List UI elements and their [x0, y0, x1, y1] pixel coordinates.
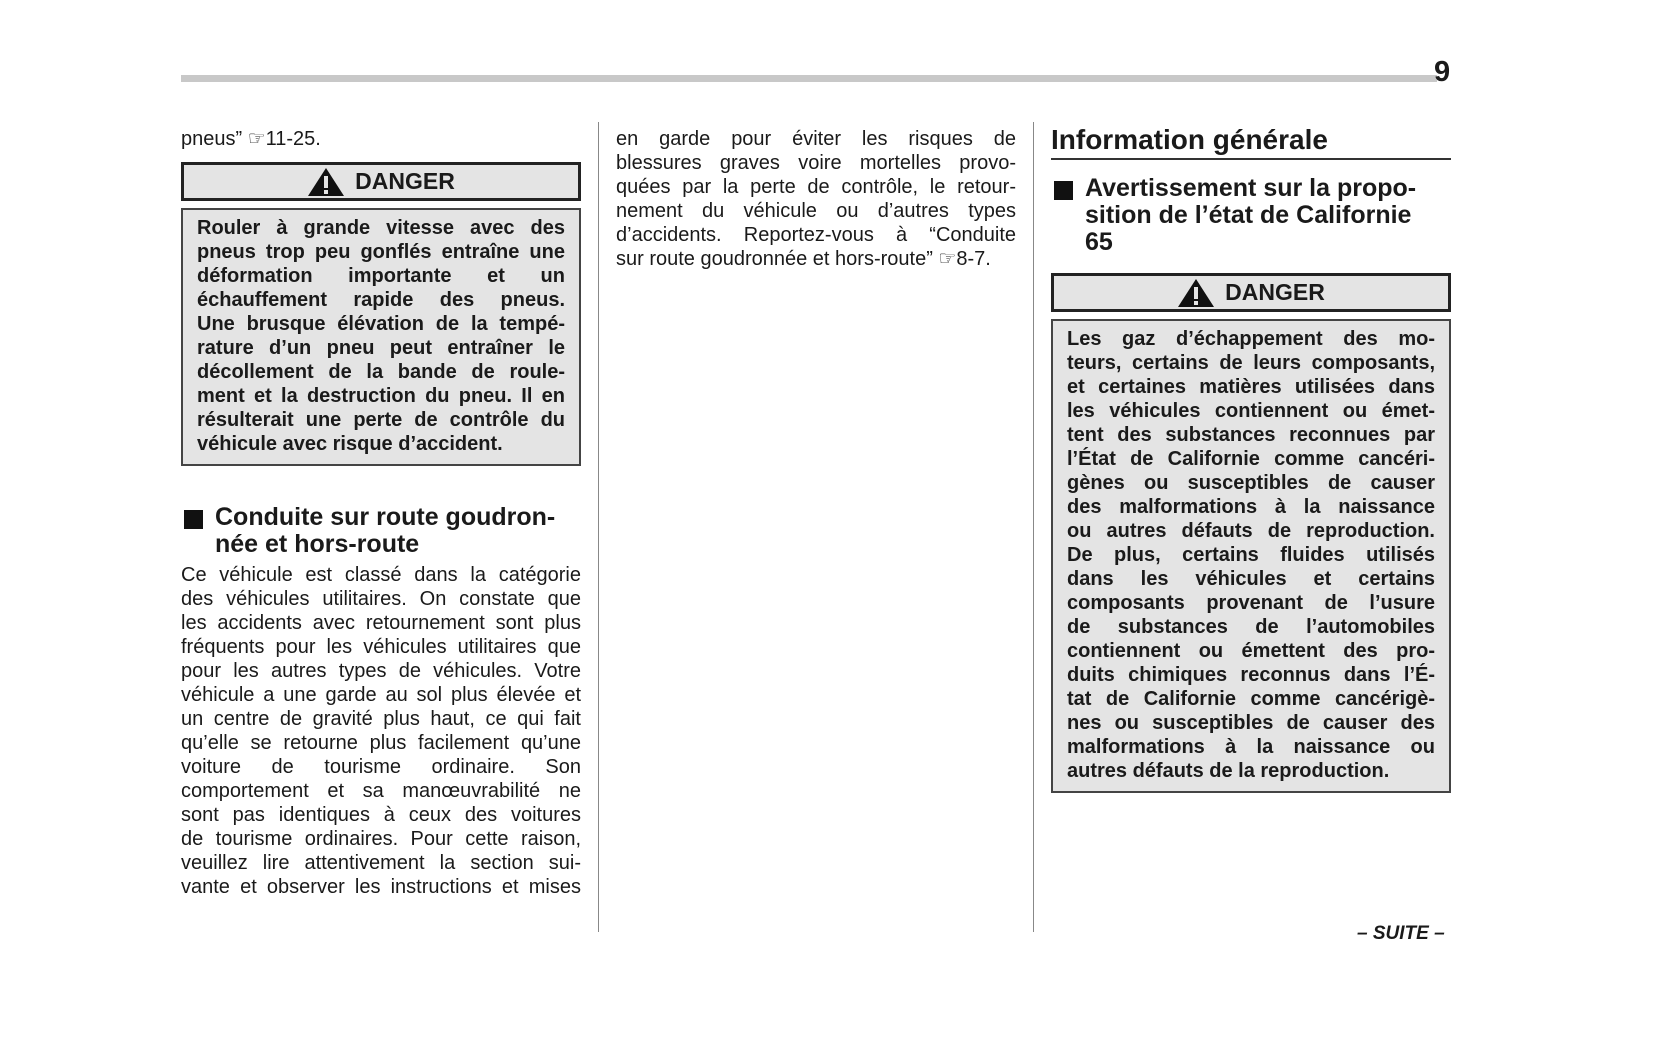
text-line: et certaines matières utilisées dans — [1067, 376, 1435, 398]
text-line: Ce véhicule est classé dans la catégorie — [181, 564, 581, 586]
text-line: nes ou susceptibles de causer des — [1067, 712, 1435, 734]
danger-header — [1051, 273, 1451, 312]
text-line: qu’elle se retourne plus facilement qu’une — [181, 732, 581, 754]
text-line: veuillez lire attentivement la section sui- — [181, 852, 581, 874]
section-heading — [181, 504, 581, 558]
text-line: dans les véhicules et certains — [1067, 568, 1435, 590]
text-line: duits chimiques reconnus dans l’É- — [1067, 664, 1435, 686]
text-line: véhicule a une garde au sol plus élevée et — [181, 684, 581, 706]
text-line: pour les autres types de véhicules. Votre — [181, 660, 581, 682]
text-line: rature d’un pneu peut entraîner le — [197, 337, 565, 359]
text-line: résulterait une perte de contrôle du — [197, 409, 565, 431]
danger-header — [181, 162, 581, 201]
text-line: de tourisme ordinaires. Pour cette raison, — [181, 828, 581, 850]
text-line: vante et observer les instructions et mises — [181, 876, 581, 898]
text-line: teurs, certains de leurs composants, — [1067, 352, 1435, 374]
danger-label: DANGER — [1225, 279, 1325, 305]
text-line: nement du véhicule ou d’autres types — [616, 200, 1016, 222]
column-divider — [1033, 122, 1034, 932]
text-line: malformations à la naissance ou — [1067, 736, 1435, 758]
danger-body — [181, 208, 581, 466]
warning-triangle-icon — [1177, 278, 1215, 308]
text-line: Avertissement sur la propo- — [1085, 174, 1417, 202]
text-line: Rouler à grande vitesse avec des — [197, 217, 565, 239]
text-line: composants provenant de l’usure — [1067, 592, 1435, 614]
text-line: comportement et sa manœuvrabilité ne — [181, 780, 581, 802]
text-line: ou autres défauts de reproduction. — [1067, 520, 1435, 542]
heading-text — [215, 504, 581, 558]
continued-label: – SUITE – — [1357, 923, 1445, 944]
square-bullet-icon — [1054, 181, 1073, 200]
danger-text — [197, 216, 565, 456]
heading-text — [1085, 175, 1451, 256]
text-line: un centre de gravité plus haut, ce qui fait — [181, 708, 581, 730]
text-line: tent des substances reconnues par — [1067, 424, 1435, 446]
text-line: Conduite sur route goudron- — [215, 503, 556, 531]
warning-triangle-icon — [307, 167, 345, 197]
header-rule — [181, 75, 1437, 82]
text-line: véhicule avec risque d’accident. — [197, 433, 503, 455]
text-line: pneus” ☞11-25. — [181, 128, 321, 150]
text-line: de substances de l’automobiles — [1067, 616, 1435, 638]
text-line: échauffement rapide des pneus. — [197, 289, 565, 311]
text-line: Les gaz d’échappement des mo- — [1067, 328, 1435, 350]
column-2 — [616, 127, 1016, 271]
column-1 — [181, 127, 581, 899]
text-line: sont pas identiques à ceux des voitures — [181, 804, 581, 826]
text-line: autres défauts de la reproduction. — [1067, 760, 1390, 782]
danger-body — [1051, 319, 1451, 793]
danger-label: DANGER — [355, 168, 455, 194]
column-3 — [1051, 124, 1451, 793]
danger-text — [1067, 327, 1435, 783]
text-line: fréquents pour les véhicules utilitaires que — [181, 636, 581, 658]
text-line: blessures graves voire mortelles provo- — [616, 152, 1016, 174]
text-line: d’accidents. Reportez-vous à “Conduite — [616, 224, 1016, 246]
text-line: les accidents avec retournement sont plus — [181, 612, 581, 634]
text-line: en garde pour éviter les risques de — [616, 128, 1016, 150]
body-paragraph — [181, 563, 581, 899]
text-line: tat de Californie comme cancérigè- — [1067, 688, 1435, 710]
column-divider — [598, 122, 599, 932]
text-line: l’État de Californie comme cancéri- — [1067, 448, 1435, 470]
text-line: 65 — [1085, 228, 1113, 256]
text-line: gènes ou susceptibles de causer — [1067, 472, 1435, 494]
text-line: décollement de la bande de roule- — [197, 361, 565, 383]
text-line: pneus trop peu gonflés entraîne une — [197, 241, 565, 263]
text-line: sition de l’état de Californie — [1085, 201, 1412, 229]
text-line: déformation importante et un — [197, 265, 565, 287]
intro-text — [181, 127, 581, 151]
text-line: quées par la perte de contrôle, le retour- — [616, 176, 1016, 198]
text-line: Une brusque élévation de la tempé- — [197, 313, 565, 335]
text-line: des malformations à la naissance — [1067, 496, 1435, 518]
page-number: 9 — [1434, 56, 1451, 88]
text-line: sur route goudronnée et hors-route” ☞8-7. — [616, 248, 991, 270]
section-title: Information générale — [1051, 124, 1451, 160]
text-line: les véhicules contiennent ou émet- — [1067, 400, 1435, 422]
body-paragraph — [616, 127, 1016, 271]
text-line: De plus, certains fluides utilisés — [1067, 544, 1435, 566]
text-line: voiture de tourisme ordinaire. Son — [181, 756, 581, 778]
section-heading — [1051, 175, 1451, 256]
text-line: des véhicules utilitaires. On constate que — [181, 588, 581, 610]
text-line: ment et la destruction du pneu. Il en — [197, 385, 565, 407]
text-line: née et hors-route — [215, 530, 420, 558]
square-bullet-icon — [184, 510, 203, 529]
text-line: contiennent ou émettent des pro- — [1067, 640, 1435, 662]
